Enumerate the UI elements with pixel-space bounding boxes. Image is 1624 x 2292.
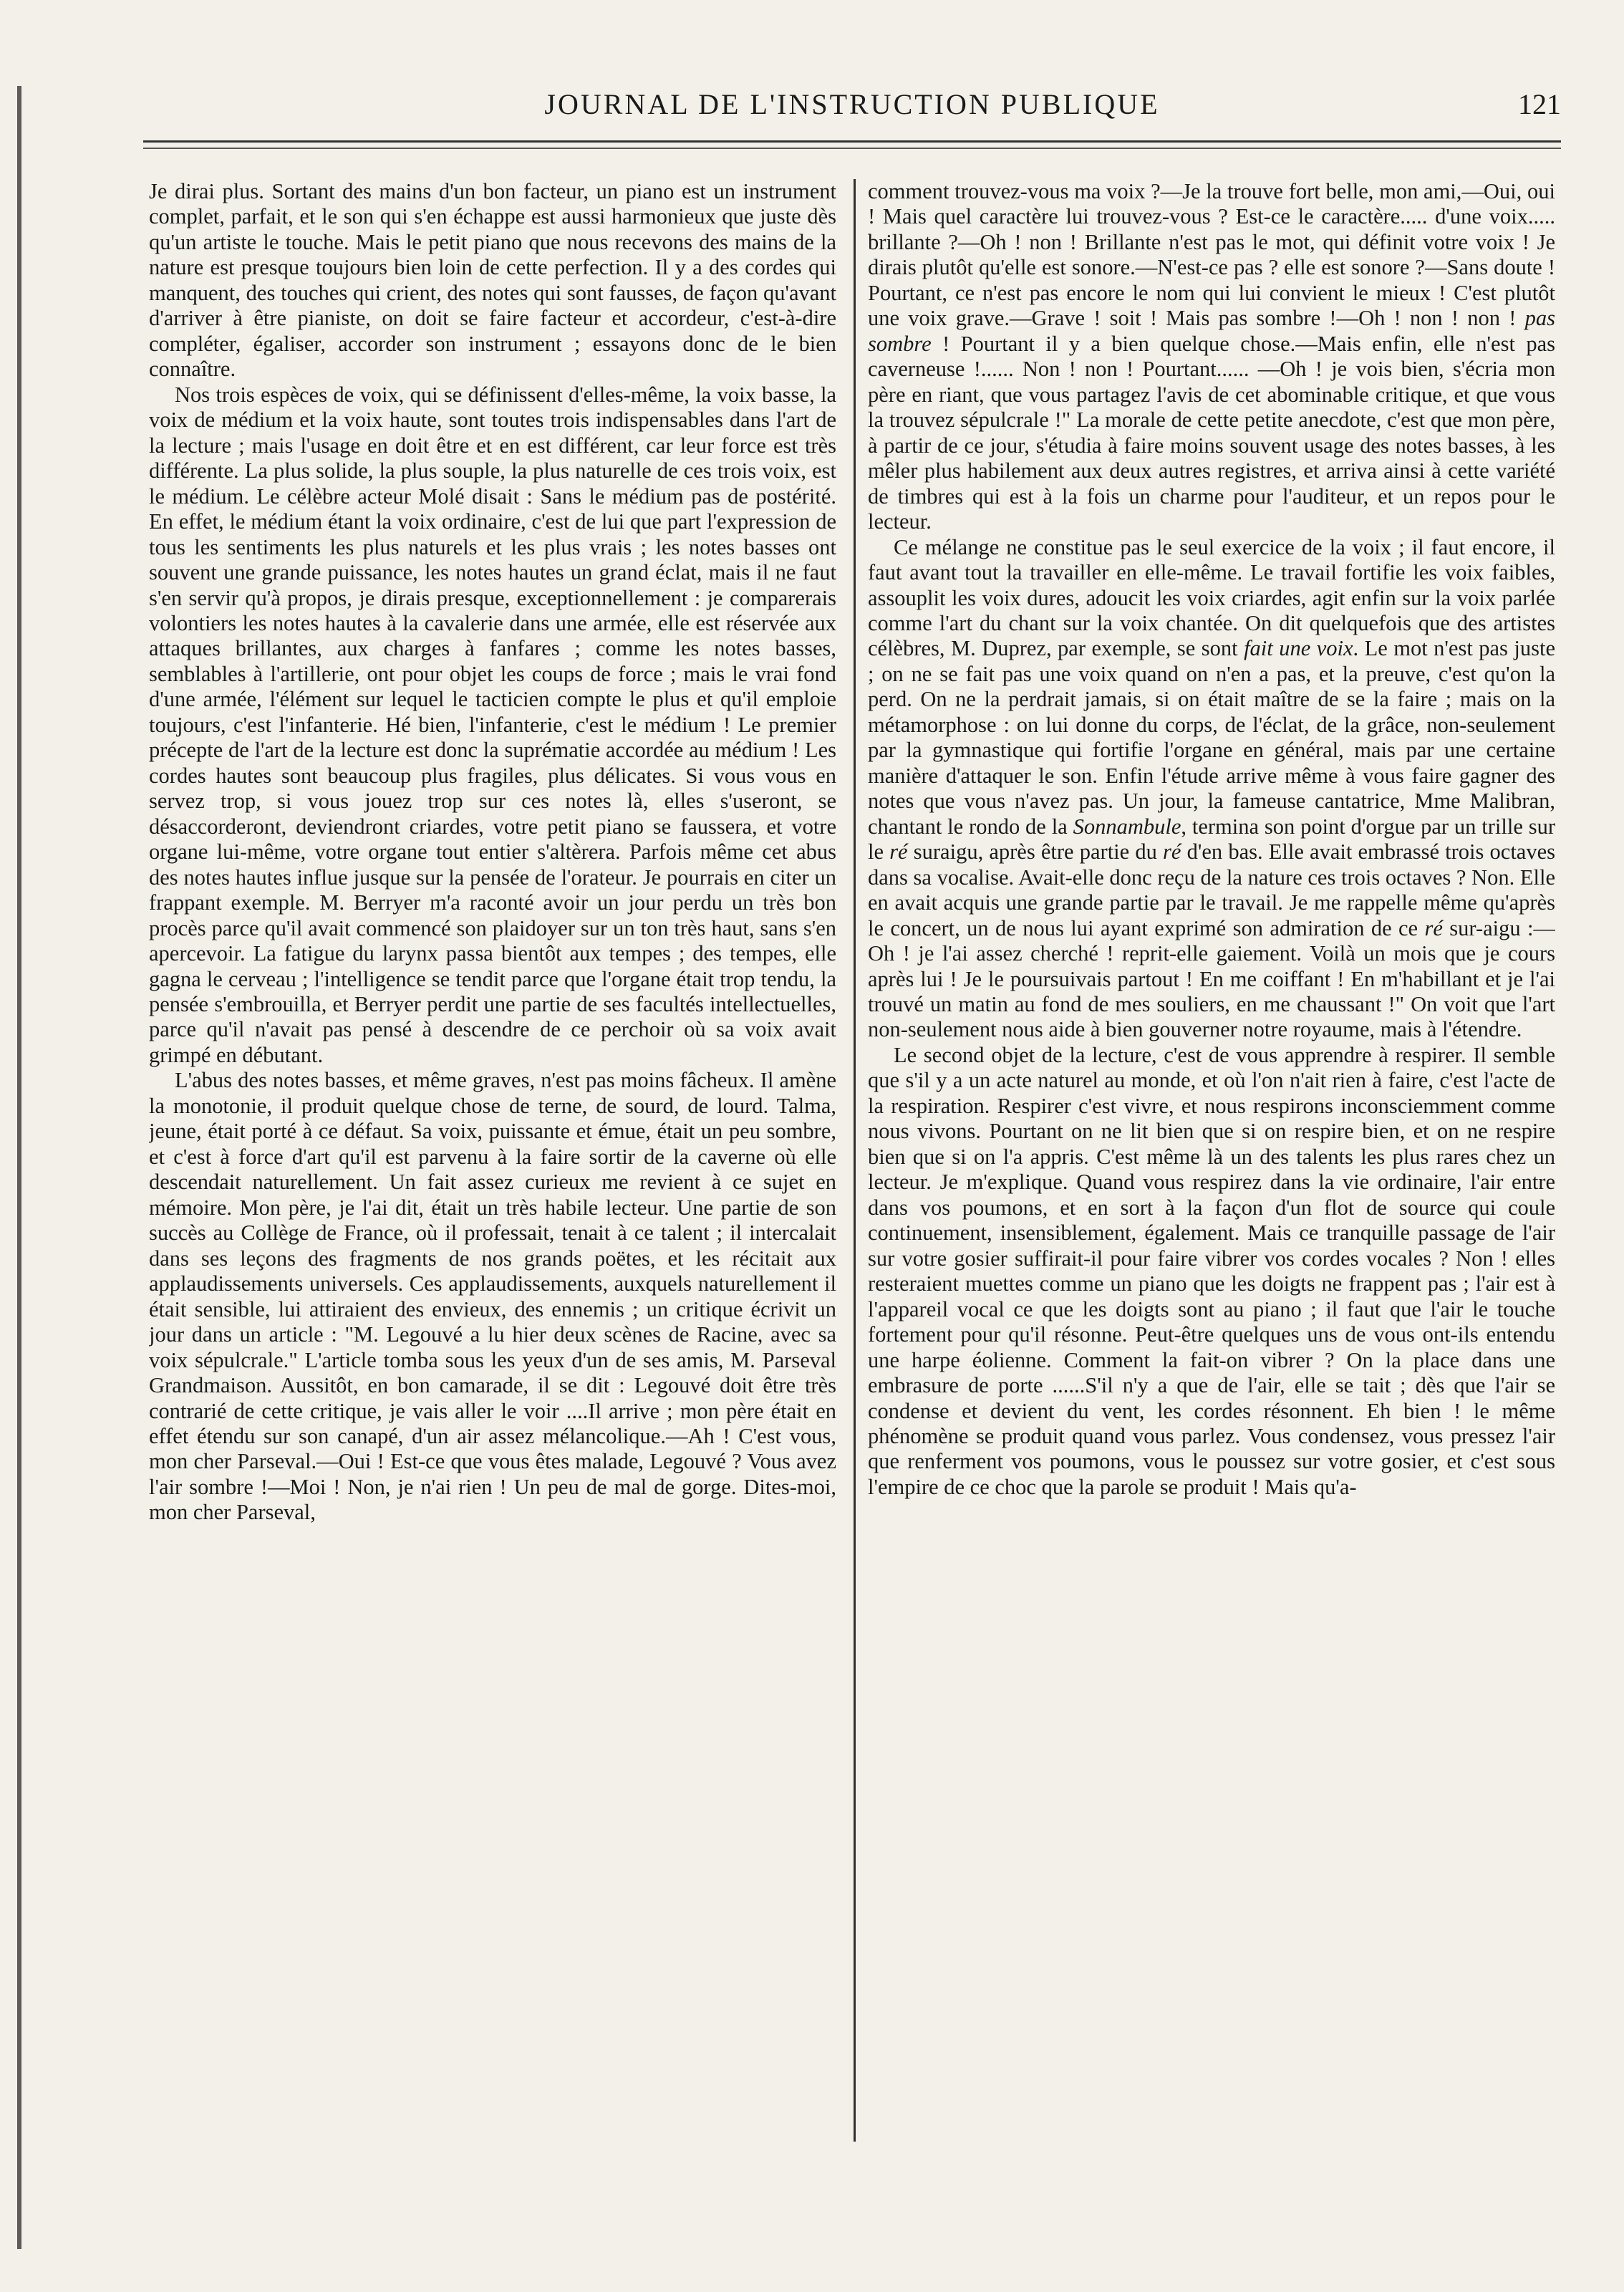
right-p1-text-a: comment trouvez-vous ma voix ?—Je la trouve fort belle, mon ami,—Oui, oui ! Mais quel caractère lui trouvez-vous ? Est-ce le caractère..... d'une voix..... brillante ?—Oh ! non ! Brillante n'est pas le mot, qui définit votre voix ! Je dirais plutôt qu'elle est sonore.—N'est-ce pas ? elle est sonore ?—Sans doute ! Pourtant, ce n'est pas encore le nom qui lui convient le mieux ! C'est plutôt une voix grave.—Grave ! soit ! Mais pas sombre !—Oh ! non ! non ! (868, 179, 1555, 331)
page-edge-line (17, 86, 21, 2249)
right-p2-italic-3: ré (889, 839, 908, 865)
right-p2-text-d: suraigu, après être partie du (907, 839, 1164, 865)
left-paragraph-3: L'abus des notes basses, et même graves, n'est pas moins fâcheux. Il amène la monotonie, il produit quelque chose de terne, de sourd, de lourd. Talma, jeune, était porté à ce défaut. Sa voix, puissante et émue, était un peu sombre, et c'est à force d'art qu'il est parvenu à la faire sortir de la caverne où elle descendait naturellement. Un fait assez curieux me revient à ce sujet en mémoire. Mon père, je l'ai dit, était un très habile lecteur. Une partie de son succès au Collège de France, où il professait, tenait à ce talent ; il intercalait dans ses leçons des fragments de nos grands poëtes, et les récitait aux applaudissements universels. Ces applaudissements, auxquels naturellement il était sensible, lui attiraient des envieux, des ennemis ; un critique écrivit un jour dans un article : "M. Legouvé a lu hier deux scènes de Racine, avec sa voix sépulcrale." L'article tomba sous les yeux d'un de ses amis, M. Parseval Grandmaison. Aussitôt, en bon camarade, il se dit : Legouvé doit être très contrarié de cette critique, je vais aller le voir ....Il arrive ; mon père était en effet étendu sur son canapé, d'un air assez mélancolique.—Ah ! C'est vous, mon cher Parseval.—Oui ! Est-ce que vous êtes malade, Legouvé ? Vous avez l'air sombre !—Moi ! Non, je n'ai rien ! Un peu de mal de gorge. Dites-moi, mon cher Parseval, (149, 1068, 836, 1525)
right-p2-italic-1: fait une voix (1244, 636, 1353, 661)
left-paragraph-2: Nos trois espèces de voix, qui se définissent d'elles-même, la voix basse, la voix de médium et la voix haute, sont toutes trois indispensables dans l'art de la lecture ; mais l'usage en doit être et en est différent, car leur force est très différente. La plus solide, la plus souple, la plus naturelle de ces trois voix, est le médium. Le célèbre acteur Molé disait : Sans le médium pas de postérité. En effet, le médium étant la voix ordinaire, c'est de lui que part l'expression de tous les sentiments les plus naturels et les plus vrais ; les notes basses ont souvent une grande puissance, les notes hautes un grand éclat, mais il ne faut s'en servir qu'à propos, je dirais presque, exceptionnellement : je comparerais volontiers les notes hautes à la cavalerie dans une armée, elle est réservée aux attaques brillantes, aux charges à fanfares ; comme les notes basses, semblables à l'artillerie, ont pour objet les coups de force ; mais le vrai fond d'une armée, l'élément sur lequel le tacticien compte le plus et qu'il emploie toujours, c'est l'infanterie. Hé bien, l'infanterie, c'est le médium ! Le premier précepte de l'art de la lecture est donc la suprématie accordée au médium ! Les cordes hautes sont beaucoup plus fragiles, plus délicates. Si vous vous en servez trop, si vous jouez trop sur ces notes là, elles s'useront, se désaccorderont, deviendront criardes, votre petit piano se faussera, et votre organe lui-même, votre organe tout entier s'altèrera. Parfois même cet abus des notes hautes influe jusque sur la pensée de l'orateur. Je pourrais en citer un frappant exemple. M. Berryer m'a raconté avoir un jour perdu un très bon procès parce qu'il avait commencé son plaidoyer sur un ton très haut, sans s'en apercevoir. La fatigue du larynx passa bientôt aux tempes ; des tempes, elle gagna le cerveau ; l'intelligence se tendit parce que l'organe était trop tendu, la pensée s'embrouilla, et Berryer perdit une partie de ses facultés intellectuelles, parce qu'il n'avait pas pensé à descendre de ce perchoir où sa voix avait grimpé en débutant. (149, 382, 836, 1067)
right-paragraph-3: Le second objet de la lecture, c'est de vous apprendre à respirer. Il semble que s'il y a un acte naturel au monde, et où l'on n'ait rien à faire, c'est l'acte de la respiration. Respirer c'est vivre, et nous respirons inconsciemment comme nous vivons. Pourtant on ne lit bien que si on respire bien, et on ne respire bien que si on l'a appris. C'est même là un des talents les plus rares chez un lecteur. Je m'explique. Quand vous respirez dans la vie ordinaire, l'air entre dans vos poumons, et en sort à la façon d'un flot de source qui coule continuement, insensiblement, également. Mais ce tranquille passage de l'air sur votre gosier suffirait-il pour faire vibrer vos cordes vocales ? Non ! elles resteraient muettes comme un piano que les doigts ne frappent pas ; l'air est à l'appareil vocal ce que les doigts sont au piano ; il faut que l'air le touche fortement pour qu'il résonne. Peut-être quelques uns de vous ont-ils entendu une harpe éolienne. Comment la fait-on vibrer ? On la place dans une embrasure de porte ......S'il n'y a que de l'air, elle se tait ; dès que l'air se condense et devient du vent, les cordes résonnent. Eh bien ! le même phénomène se produit quand vous parlez. Vous condensez, vous pressez l'air que renferment vos poumons, vous le poussez sur votre gosier, et c'est sous l'empire de ce choc que la parole se produit ! Mais qu'a- (868, 1042, 1555, 1499)
header-rule (143, 140, 1561, 149)
right-p2-italic-2: Sonnambule (1073, 814, 1181, 839)
right-p1-italic: pas sombre (868, 306, 1555, 356)
right-paragraph-2 (868, 535, 1555, 1043)
right-p2-text-c: , termina son point d'orgue par un trille sur le (868, 814, 1555, 865)
page-header (143, 85, 1561, 130)
right-paragraph-1 (868, 179, 1555, 535)
right-p2-text-b: . Le mot n'est pas juste ; on ne se fait pas une voix quand on n'en a pas, et la preuve, c'est qu'on la perd. On ne la perdrait jamais, si on était maître de se la faire ; mais on la métamorphose : on lui donne du corps, de l'éclat, de la grâce, non-seulement par la gymnastique qui fortifie l'organe en général, mais par une certaine manière d'attaquer le son. Enfin l'étude arrive même à vous faire gagner des notes que vous n'avez pas. Un jour, la fameuse cantatrice, Mme Malibran, chantant le rondo de la (868, 636, 1555, 839)
right-p2-text-a: Ce mélange ne constitue pas le seul exercice de la voix ; il faut encore, il faut avant tout la travailler en elle-même. Le travail fortifie les voix faibles, assouplit les voix dures, adoucit les voix criardes, agit enfin sur la voix parlée comme l'art du chant sur la voix chantée. On dit quelquefois que des artistes célèbres, M. Duprez, par exemple, se sont (868, 534, 1555, 661)
right-p2-italic-4: ré (1163, 839, 1181, 865)
right-column (868, 179, 1555, 2249)
right-p2-text-e: d'en bas. Elle avait embrassé trois octaves dans sa vocalise. Avait-elle donc reçu de la nature ces trois octaves ? Non. Elle en avait acquis une grande partie par le travail. Je me rappelle même qu'après le concert, un de nous lui ayant exprimé son admiration de ce (868, 839, 1555, 940)
right-p2-text-f: sur-aigu :—Oh ! je l'ai assez cherché ! reprit-elle gaiement. Voilà un mois que je cours après lui ! Je le poursuivais partout ! En me coiffant ! En m'habillant et je l'ai trouvé un matin au fond de mes souliers, en me chaussant !" On voit que l'art non-seulement nous aide à bien gouverner notre royaume, mais à l'étendre. (868, 915, 1555, 1042)
journal-title: JOURNAL DE L'INSTRUCTION PUBLIQUE (544, 88, 1160, 120)
left-paragraph-1: Je dirai plus. Sortant des mains d'un bon facteur, un piano est un instrument complet, parfait, et le son qui s'en échappe est aussi harmonieux que juste dès qu'un artiste le touche. Mais le petit piano que nous recevons des mains de la nature est presque toujours bien loin de cette perfection. Il y a des cordes qui manquent, des touches qui crient, des notes qui sont fausses, de façon qu'avant d'arriver à être pianiste, on doit se faire facteur et accordeur, c'est-à-dire compléter, égaliser, accorder son instrument ; essayons donc de le bien connaître. (149, 179, 836, 382)
left-column (149, 179, 836, 2249)
page-number: 121 (1518, 88, 1561, 120)
right-p1-text-b: ! Pourtant il y a bien quelque chose.—Mais enfin, elle n'est pas caverneuse !...... Non ! non ! Pourtant...... —Oh ! je vois bien, s'écria mon père en riant, que vous partagez l'avis de cet abominable critique, et que vous la trouvez sépulcrale !" La morale de cette petite anecdote, c'est que mon père, à partir de ce jour, s'étudia à faire moins souvent usage des notes basses, à les mêler plus habilement aux deux autres registres, et arriva ainsi à cette variété de timbres qui est à la fois un charme pour l'auditeur, et un repos pour le lecteur. (868, 331, 1555, 534)
column-divider (854, 179, 856, 2142)
right-p2-italic-5: ré (1424, 915, 1443, 940)
